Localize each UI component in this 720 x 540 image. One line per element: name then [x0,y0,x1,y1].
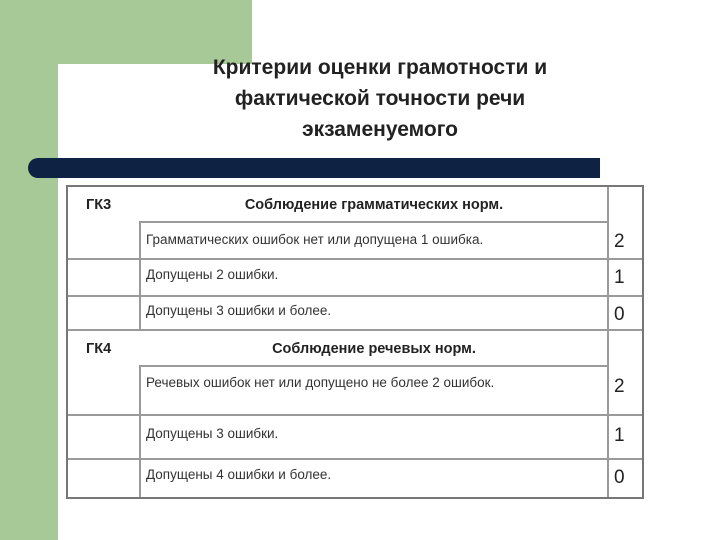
criterion-code: ГК4 [86,341,112,357]
criterion-code: ГК3 [86,197,112,213]
title-line-1: Критерии оценки грамотности и [212,56,548,79]
criterion-row-text: Допущены 3 ошибки и более. [146,303,332,318]
row-divider [68,414,642,416]
criterion-row-text: Речевых ошибок нет или допущено не более 2 ошибок. [146,375,495,390]
criterion-row-text: Допущены 2 ошибки. [146,267,279,282]
criterion-row-text: Допущены 4 ошибки и более. [146,467,332,482]
row-divider [68,458,642,460]
column-divider-code [139,367,141,497]
title-line-2: фактической точности речи [234,87,526,110]
section-divider [68,329,642,331]
row-divider [68,295,642,297]
left-accent-bar [0,0,58,540]
column-divider-code [139,221,141,331]
accent-rounded-corner [58,64,118,124]
title-divider-bar [28,158,600,178]
criterion-row-score: 2 [614,376,625,397]
title-line-3: экзаменуемого [301,118,459,141]
criteria-table [66,185,644,499]
criterion-row-score: 2 [614,231,625,252]
row-divider [68,258,642,260]
criterion-row-score: 1 [614,267,625,288]
criterion-row-score: 0 [614,304,625,325]
row-divider [139,365,609,367]
criterion-row-text: Грамматических ошибок нет или допущена 1 ошибка. [146,232,484,247]
criterion-heading: Соблюдение грамматических норм. [244,197,504,213]
criterion-heading: Соблюдение речевых норм. [272,341,476,357]
criterion-row-text: Допущены 3 ошибки. [146,426,279,441]
row-divider [139,221,609,223]
criterion-row-score: 0 [614,467,625,488]
slide-title [120,52,640,145]
criterion-row-score: 1 [614,425,625,446]
